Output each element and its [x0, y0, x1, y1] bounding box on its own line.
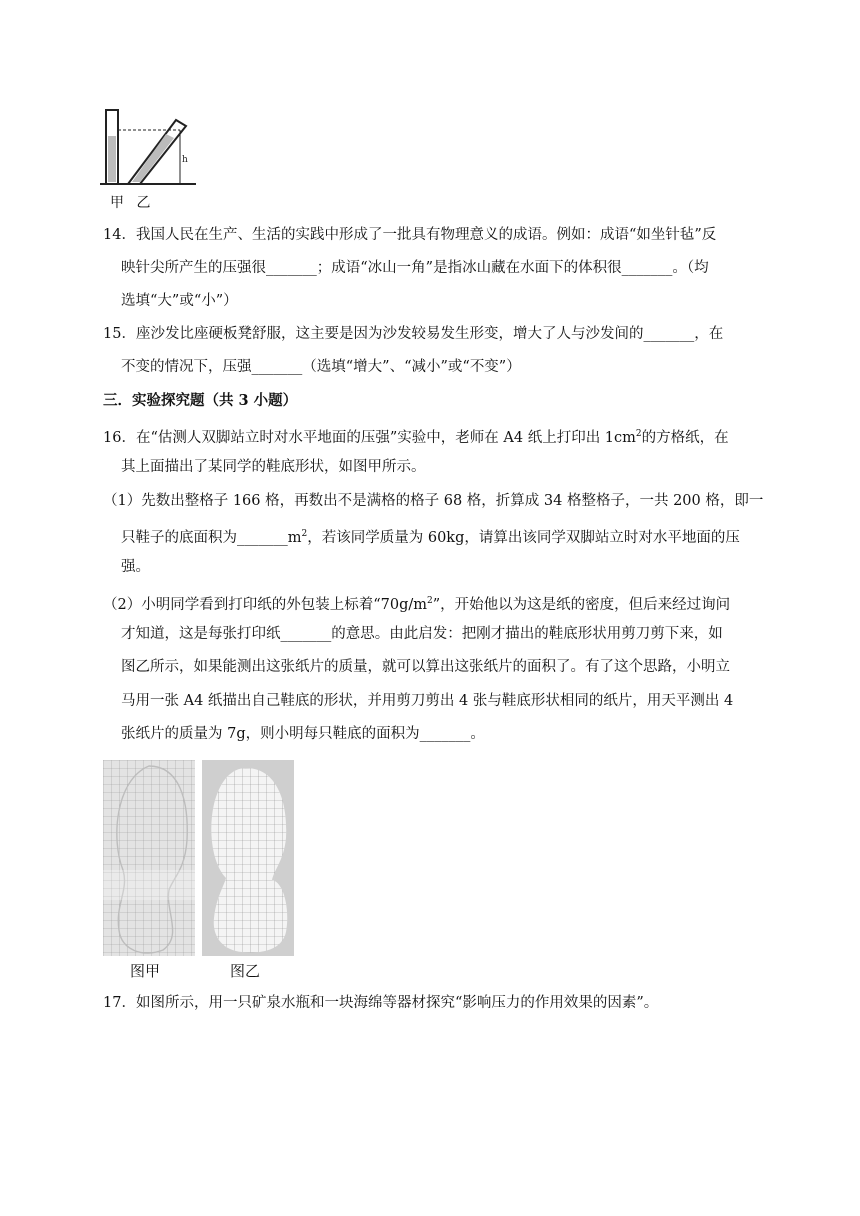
q14-line1: 14．我国人民在生产、生活的实践中形成了一批具有物理意义的成语。例如：成语“如坐针毡”反 — [103, 227, 717, 243]
q16-part1-line3: 强。 — [121, 559, 150, 575]
q16-part1-line1: （1）先数出整格子 166 格，再数出不是满格的格子 68 格，折算成 34 格整格子，一共 200 格，即一 — [103, 493, 764, 509]
svg-text:h: h — [182, 155, 188, 165]
label-jia: 甲 — [110, 195, 124, 211]
q16-line1: 16．在“估测人双脚站立时对水平地面的压强”实验中，老师在 A4 纸上打印出 $1cm^2$的方格纸，在 — [103, 429, 729, 446]
caption-jia: 图甲 — [130, 962, 161, 980]
q16-part2-line1: （2）小明同学看到打印纸的外包装上标着“$70g/m^2$”，开始他以为这是纸的密度，但后来经过询问 — [103, 596, 731, 613]
q16-part2-line2: 才知道，这是每张打印纸_______的意思。由此启发：把刚才描出的鞋底形状用剪刀剪下来，如 — [121, 626, 723, 642]
q16-part2-line5: 张纸片的质量为 7g，则小明每只鞋底的面积为_______。 — [121, 726, 485, 742]
q15-line2: 不变的情况下，压强_______（选填“增大”、“减小”或“不变”） — [121, 359, 521, 375]
caption-yi: 图乙 — [230, 962, 261, 980]
shoe-trace-photo — [103, 760, 195, 956]
q14-line2: 映针尖所产生的压强很_______；成语“冰山一角”是指冰山藏在水面下的体积很_______。（均 — [121, 260, 709, 276]
q16-part1-line2: 只鞋子的底面积为$\_\_\_\_\_\_\_m^2$，若该同学质量为 60kg，请算出该同学双脚站立时对水平地面的压 — [121, 529, 740, 546]
tube-figure-labels — [110, 192, 158, 212]
q15-line1: 15．座沙发比座硬板凳舒服，这主要是因为沙发较易发生形变，增大了人与沙发间的_______，在 — [103, 326, 724, 342]
tube-figure — [100, 108, 200, 188]
section-title: 三．实验探究题（共 3 小题） — [103, 392, 298, 409]
q16-line2: 其上面描出了某同学的鞋底形状，如图甲所示。 — [121, 459, 426, 475]
q16-part2-line4: 马用一张 A4 纸描出自己鞋底的形状，并用剪刀剪出 4 张与鞋底形状相同的纸片，用天平测出 4 — [121, 693, 734, 709]
q17-line1: 17．如图所示，用一只矿泉水瓶和一块海绵等器材探究“影响压力的作用效果的因素”。 — [103, 995, 659, 1011]
q16-part2-line3: 图乙所示，如果能测出这张纸片的质量，就可以算出这张纸片的面积了。有了这个思路，小明立 — [121, 659, 730, 675]
shoe-cutout-photo — [202, 760, 294, 956]
q14-line3: 选填“大”或“小”） — [121, 293, 238, 309]
label-yi: 乙 — [136, 195, 151, 211]
